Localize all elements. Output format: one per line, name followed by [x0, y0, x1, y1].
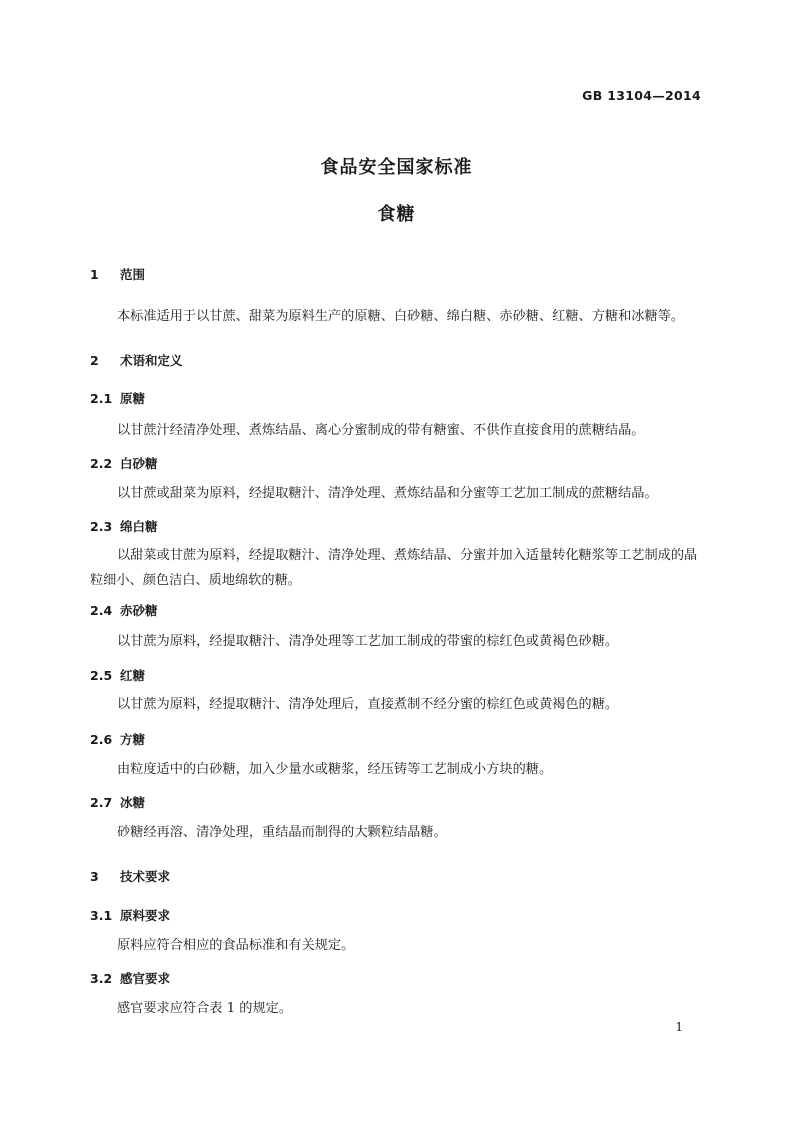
section-number: 3	[90, 869, 99, 884]
section-number: 3.1	[90, 908, 113, 923]
section-title: 红糖	[120, 668, 146, 683]
section-title: 术语和定义	[120, 353, 183, 368]
page-number: 1	[675, 1020, 683, 1034]
section-text-3-1: 原料应符合相应的食品标准和有关规定。	[117, 938, 355, 953]
section-heading-3-1	[90, 906, 170, 924]
section-title: 冰糖	[120, 795, 146, 810]
section-text-2-7: 砂糖经再溶、清净处理，重结晶而制得的大颗粒结晶糖。	[117, 825, 447, 840]
section-heading-3-2	[90, 969, 170, 987]
section-title: 原糖	[120, 391, 146, 406]
section-number: 2.2	[90, 456, 113, 471]
section-number: 2.5	[90, 668, 113, 683]
section-heading-2-1	[90, 389, 145, 407]
section-heading-2	[90, 351, 183, 369]
section-title: 感官要求	[120, 971, 171, 986]
section-title: 方糖	[120, 732, 146, 747]
section-title: 绵白糖	[120, 519, 158, 534]
section-text-3-2: 感官要求应符合表 1 的规定。	[117, 1001, 293, 1016]
section-heading-2-3	[90, 517, 158, 535]
section-text-2-3: 以甜菜或甘蔗为原料，经提取糖汁、清净处理、煮炼结晶、分蜜并加入适量转化糖浆等工艺制成的晶粒细小、颜色洁白、质地绵软的糖。	[90, 548, 698, 588]
section-heading-2-7	[90, 793, 145, 811]
section-title: 范围	[120, 267, 146, 282]
section-title: 赤砂糖	[120, 603, 158, 618]
section-text-2-2: 以甘蔗或甜菜为原料，经提取糖汁、清净处理、煮炼结晶和分蜜等工艺加工制成的蔗糖结晶。	[117, 486, 658, 501]
standard-code: GB 13104—2014	[582, 88, 701, 103]
section-number: 2	[90, 353, 99, 368]
section-text-2-1: 以甘蔗汁经清净处理、煮炼结晶、离心分蜜制成的带有糖蜜、不供作直接食用的蔗糖结晶。	[117, 423, 645, 438]
section-heading-2-6	[90, 730, 145, 748]
section-title: 技术要求	[120, 869, 171, 884]
section-heading-1	[90, 265, 145, 283]
section-heading-2-2	[90, 454, 158, 472]
section-number: 2.4	[90, 603, 113, 618]
section-number: 2.6	[90, 732, 113, 747]
section-title: 白砂糖	[120, 456, 158, 471]
section-number: 2.1	[90, 391, 113, 406]
document-title: 食品安全国家标准	[320, 157, 473, 178]
section-heading-2-4	[90, 601, 158, 619]
section-number: 2.7	[90, 795, 113, 810]
document-subtitle: 食糖	[377, 204, 416, 225]
section-title: 原料要求	[120, 908, 171, 923]
section-text-1: 本标准适用于以甘蔗、甜菜为原料生产的原糖、白砂糖、绵白糖、赤砂糖、红糖、方糖和冰糖等。	[117, 309, 685, 324]
section-number: 1	[90, 267, 99, 282]
section-number: 3.2	[90, 971, 113, 986]
section-text-2-6: 由粒度适中的白砂糖，加入少量水或糖浆，经压铸等工艺制成小方块的糖。	[117, 762, 553, 777]
section-heading-3	[90, 867, 170, 885]
section-heading-2-5	[90, 666, 145, 684]
section-number: 2.3	[90, 519, 113, 534]
section-text-2-5: 以甘蔗为原料，经提取糖汁、清净处理后，直接煮制不经分蜜的棕红色或黄褐色的糖。	[117, 697, 619, 712]
section-text-2-4: 以甘蔗为原料，经提取糖汁、清净处理等工艺加工制成的带蜜的棕红色或黄褐色砂糖。	[117, 634, 619, 649]
